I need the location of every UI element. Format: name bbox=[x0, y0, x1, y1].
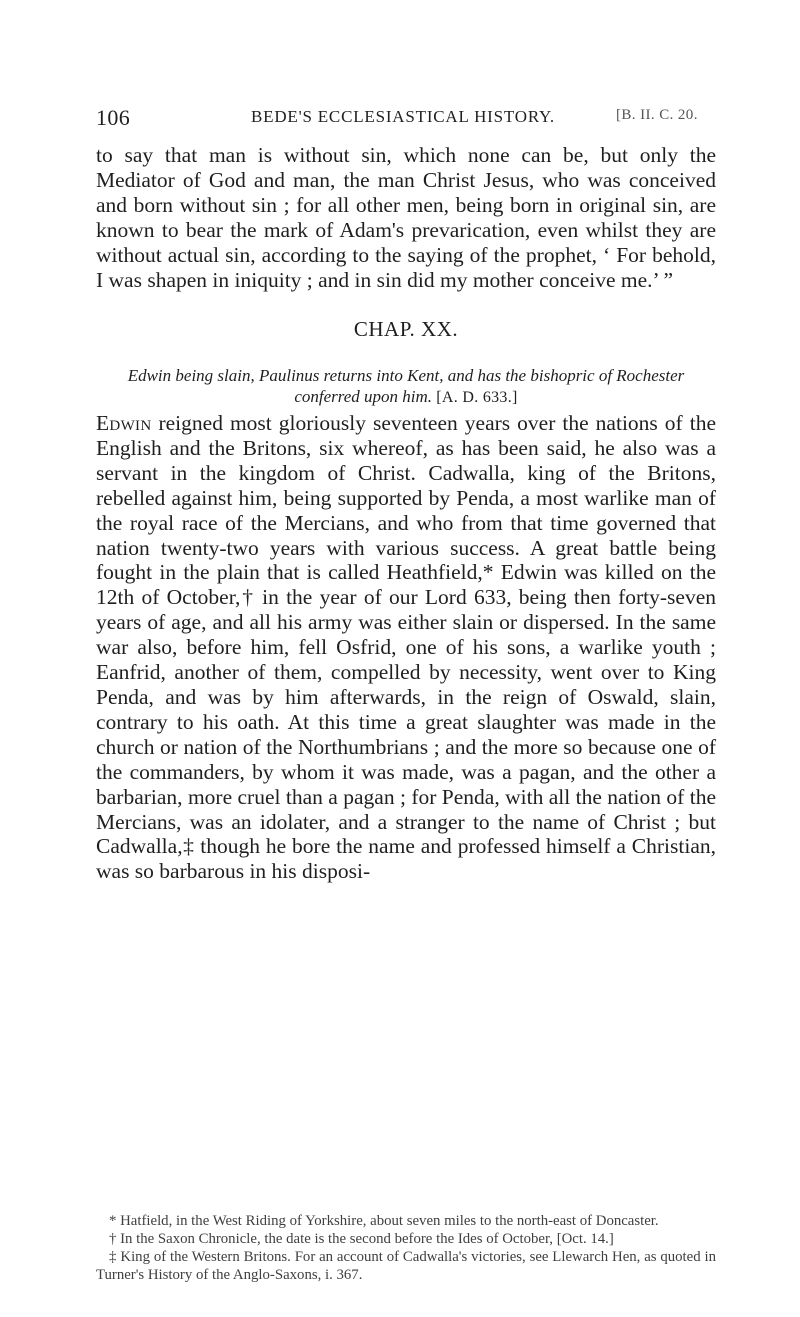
main-paragraph bbox=[96, 411, 716, 884]
chapter-summary bbox=[96, 365, 716, 408]
footnote: * Hatfield, in the West Riding of Yorkshire, about seven miles to the north-east of Doncaster. bbox=[109, 1213, 659, 1229]
footnotes bbox=[96, 1212, 716, 1284]
book-chapter-reference: [B. II. C. 20. bbox=[616, 107, 698, 123]
footnote: † In the Saxon Chronicle, the date is the second before the Ides of October, [Oct. 14.] bbox=[109, 1231, 614, 1247]
chapter-date: [A. D. 633.] bbox=[436, 389, 518, 406]
chapter-summary-text: Edwin being slain, Paulinus returns into Kent, and has the bishopric of Rochester conferred upon him. bbox=[127, 366, 685, 406]
continuation-paragraph: to say that man is without sin, which none can be, but only the Mediator of God and man, the man Christ Jesus, who was conceived and born without sin ; for all other men, being born in original sin, are known to bear the mark of Adam's prevarication, even whilst they are without actual sin, according to the saying of the prophet, ‘ For behold, I was shapen in iniquity ; and in sin did my mother conceive me.’ ” bbox=[96, 143, 716, 292]
footnote: ‡ King of the Western Britons. For an account of Cadwalla's victories, see Llewarch Hen, as quoted in Turner's History of the Anglo-Saxons, i. 367. bbox=[96, 1249, 716, 1283]
chapter-heading: CHAP. XX. bbox=[353, 317, 459, 341]
paragraph-body: reigned most gloriously seventeen years over the nations of the English and the Britons, six whereof, as has been said, he also was a servant in the kingdom of Christ. Cadwalla, king of the Britons, rebelled against him, being supported by Penda, a most warlike man of the royal race of the Mercians, and who from that time governed that nation twenty-two years with various success. A great battle being fought in the plain that is called Heathfield,* Edwin was killed on the 12th of October,† in the year of our Lord 633, being then forty-seven years of age, and all his army was either slain or dispersed. In the same war also, before him, fell Osfrid, one of his sons, a warlike youth ; Eanfrid, another of them, compelled by necessity, went over to King Penda, and was by him afterwards, in the reign of Oswald, slain, contrary to his oath. At this time a great slaughter was made in the church or nation of the Northumbrians ; and the more so because one of the commanders, by whom it was made, was a pagan, and the other a barbarian, more cruel than a pagan ; for Penda, with all the nation of the Mercians, was an idolater, and a stranger to the name of Christ ; but Cadwalla,‡ though he bore the name and professed himself a Christian, was so barbarous in his disposi- bbox=[96, 411, 716, 884]
running-header bbox=[96, 105, 706, 135]
running-title: BEDE'S ECCLESIASTICAL HISTORY. bbox=[251, 107, 555, 126]
paragraph-first-word: Edwin bbox=[96, 411, 152, 435]
page-number: 106 bbox=[96, 105, 131, 130]
